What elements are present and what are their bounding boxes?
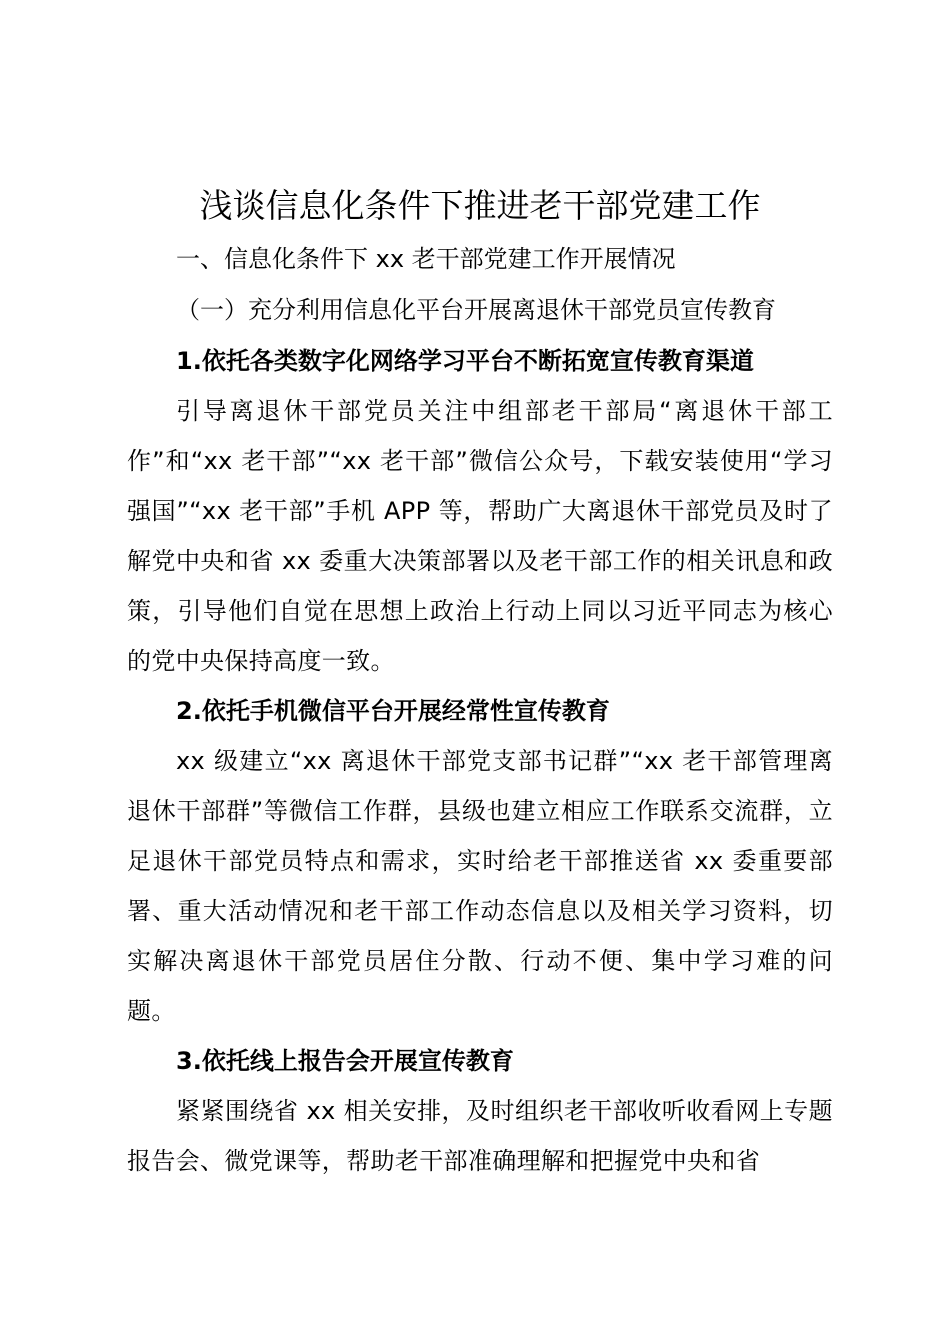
item-heading-3: 3.依托线上报告会开展宣传教育	[176, 1047, 514, 1075]
item-heading-1: 1.依托各类数字化网络学习平台不断拓宽宣传教育渠道	[176, 347, 754, 375]
item-body-3: 紧紧围绕省 xx 相关安排，及时组织老干部收听收看网上专题报告会、微党课等，帮助老干部准确理解和把握党中央和省	[127, 1097, 833, 1175]
item-body-2: xx 级建立“xx 离退休干部党支部书记群”“xx 老干部管理离退休干部群”等微信工作群，县级也建立相应工作联系交流群，立足退休干部党员特点和需求，实时给老干部推送省 xx 委重要部署、重大活动情况和老干部工作动态信息以及相关学习资料，切实解决离退休干部党员居住分散、行动不便、集中学习难的问题。	[127, 747, 833, 1025]
document-page	[127, 178, 833, 1186]
section-heading-1: 一、信息化条件下 xx 老干部党建工作开展情况	[176, 245, 676, 273]
item-body-1: 引导离退休干部党员关注中组部老干部局“离退休干部工作”和“xx 老干部”“xx 老干部”微信公众号，下载安装使用“学习强国”“xx 老干部”手机 APP 等，帮助广大离退休干部党员及时了解党中央和省 xx 委重大决策部署以及老干部工作的相关讯息和政策，引导他们自觉在思想上政治上行动上同以习近平同志为核心的党中央保持高度一致。	[127, 397, 833, 675]
subsection-heading-1: （一）充分利用信息化平台开展离退休干部党员宣传教育	[176, 296, 776, 324]
document-title: 浅谈信息化条件下推进老干部党建工作	[199, 186, 761, 225]
item-heading-2: 2.依托手机微信平台开展经常性宣传教育	[176, 697, 610, 725]
